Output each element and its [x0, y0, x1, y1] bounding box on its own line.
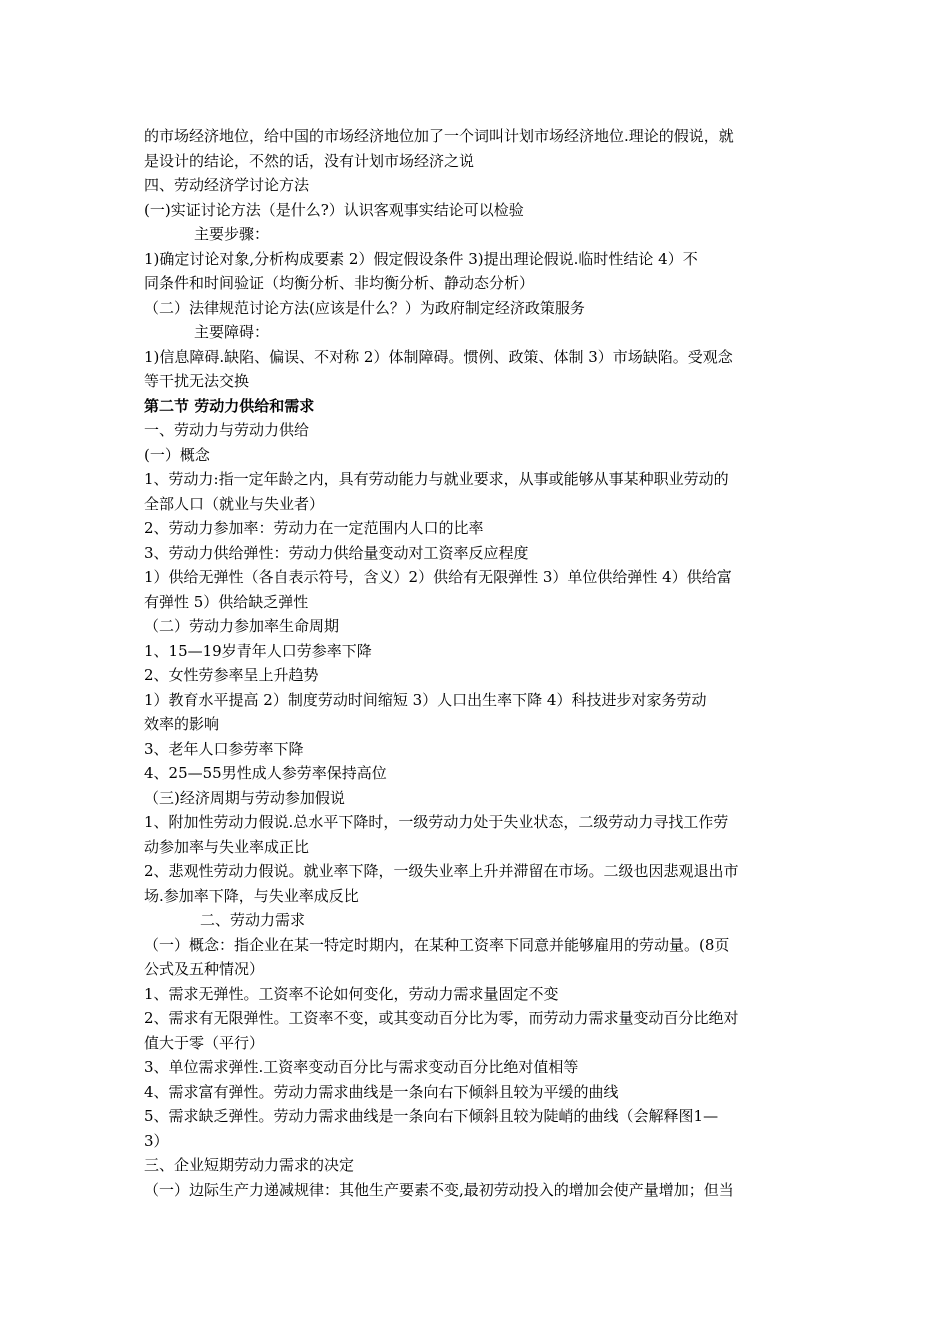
text-line: 2、女性劳参率呈上升趋势 [144, 666, 319, 684]
subsection-heading: （一）概念：指企业在某一特定时期内，在某种工资率下同意并能够雇用的劳动量。(8页 [144, 935, 730, 954]
text-line: 的市场经济地位，给中国的市场经济地位加了一个词叫计划市场经济地位.理论的假说，就 [144, 127, 734, 145]
text-line: 3、劳动力供给弹性：劳动力供给量变动对工资率反应程度 [144, 543, 529, 562]
text-line: 同条件和时间验证（均衡分析、非均衡分析、静动态分析） [144, 274, 535, 292]
text-line: 动参加率与失业率成正比 [144, 837, 310, 856]
text-line: 3、老年人口参劳率下降 [144, 739, 304, 758]
text-line: 是设计的结论，不然的话，没有计划市场经济之说 [144, 151, 475, 170]
text-line: 4、25—55男性成人参劳率保持高位 [144, 764, 387, 782]
section-heading: 一、劳动力与劳动力供给 [144, 421, 310, 439]
text-line: 值大于零（平行） [144, 1033, 265, 1052]
text-line: 2、悲观性劳动力假说。就业率下降，一级失业率上升并滞留在市场。二级也因悲观退出市 [144, 862, 739, 880]
text-line: 5、需求缺乏弹性。劳动力需求曲线是一条向右下倾斜且较为陡峭的曲线（会解释图1— [144, 1107, 719, 1125]
subsection-heading: （二）法律规范讨论方法(应该是什么？）为政府制定经济政策服务 [144, 298, 585, 317]
text-line: 公式及五种情况） [144, 960, 265, 978]
text-line: 2、劳动力参加率：劳动力在一定范围内人口的比率 [144, 519, 484, 537]
text-line: 1)信息障碍.缺陷、偏误、不对称 2）体制障碍。惯例、政策、体制 3）市场缺陷。受观念 [144, 347, 733, 366]
text-line: 1）供给无弹性（各自表示符号，含义）2）供给有无限弹性 3）单位供给弹性 4）供给富 [144, 568, 732, 586]
text-line: 效率的影响 [144, 715, 220, 733]
text-line: 1、需求无弹性。工资率不论如何变化，劳动力需求量固定不变 [144, 984, 559, 1003]
text-line: 全部人口（就业与失业者） [144, 494, 325, 513]
subsection-heading: (一）概念 [144, 445, 210, 464]
document-page [144, 124, 810, 1202]
text-line: 主要障碍： [194, 323, 270, 341]
text-line: 1）教育水平提高 2）制度劳动时间缩短 3）人口出生率下降 4）科技进步对家务劳动 [144, 690, 707, 709]
subsection-heading: （三)经济周期与劳动参加假说 [144, 788, 345, 807]
subsection-heading: （二）劳动力参加率生命周期 [144, 617, 340, 635]
text-line: 场.参加率下降，与失业率成反比 [144, 886, 359, 905]
text-line: 3、单位需求弹性.工资率变动百分比与需求变动百分比绝对值相等 [144, 1058, 579, 1076]
subsection-heading: （一）边际生产力递减规律：其他生产要素不变,最初劳动投入的增加会使产量增加；但当 [144, 1180, 734, 1199]
text-line: 等干扰无法交换 [144, 372, 250, 390]
text-line: 2、需求有无限弹性。工资率不变，或其变动百分比为零，而劳动力需求量变动百分比绝对 [144, 1009, 739, 1027]
text-line: 1、15—19岁青年人口劳参率下降 [144, 641, 372, 660]
text-line: 4、需求富有弹性。劳动力需求曲线是一条向右下倾斜且较为平缓的曲线 [144, 1082, 619, 1101]
section-heading: 三、企业短期劳动力需求的决定 [144, 1156, 355, 1174]
section-heading: 二、劳动力需求 [200, 911, 306, 929]
chapter-section-title: 第二节 劳动力供给和需求 [144, 396, 315, 415]
text-line: 主要步骤： [194, 225, 270, 243]
section-heading: 四、劳动经济学讨论方法 [144, 176, 310, 194]
text-line: 1、劳动力:指一定年龄之内，具有劳动能力与就业要求，从事或能够从事某种职业劳动的 [144, 470, 729, 488]
text-line: 3） [144, 1131, 169, 1150]
text-line: 1、附加性劳动力假说.总水平下降时，一级劳动力处于失业状态，二级劳动力寻找工作劳 [144, 813, 729, 831]
text-line: 1)确定讨论对象,分析构成要素 2）假定假设条件 3)提出理论假说.临时性结论 4）不 [144, 249, 698, 268]
text-line: 有弹性 5）供给缺乏弹性 [144, 592, 309, 611]
subsection-heading: (一)实证讨论方法（是什么?）认识客观事实结论可以检验 [144, 200, 524, 219]
